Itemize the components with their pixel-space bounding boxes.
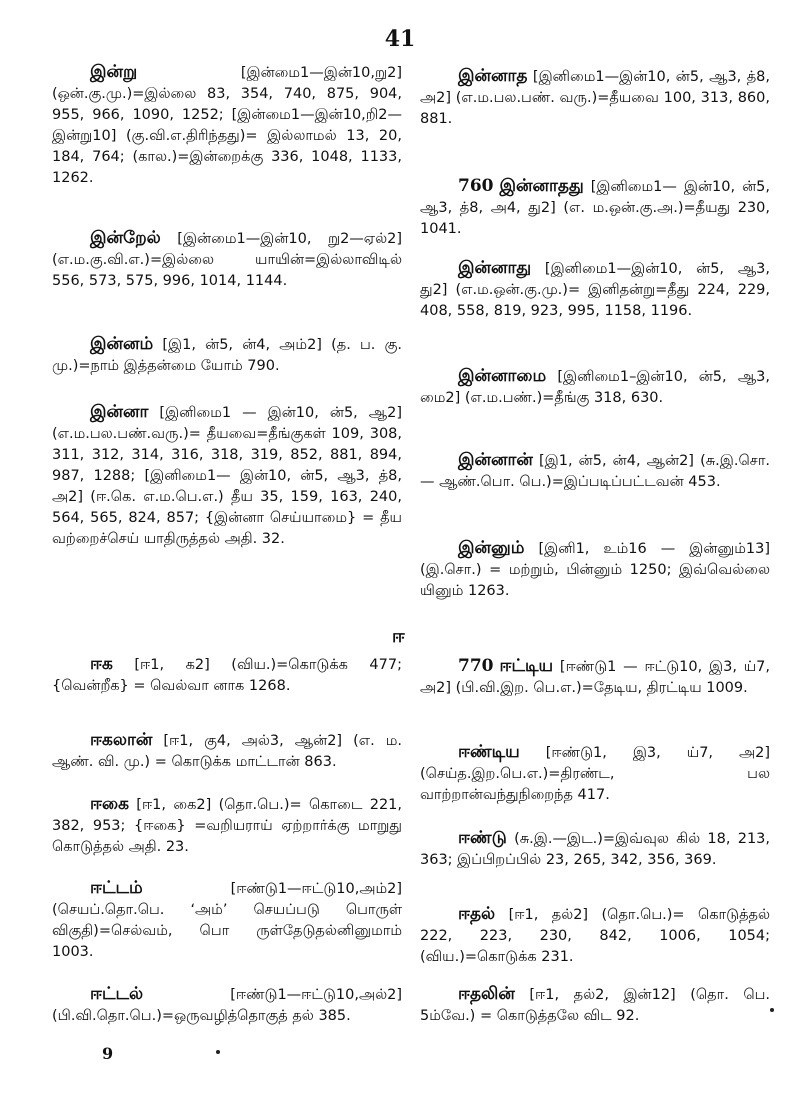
entry-definition: [ஈ1, கை2] (தொ.பெ.)= கொடை 221, 382, 953; {ஈகை} =வறியராய் ஏற்றார்க்கு மாறுது கொடுத்தல் அதி. 23. [52,797,402,855]
entry-definition: [ஈண்டு1—ஈட்டு10,அல்2] (பி.வி.தொ.பெ.)=ஒருவழித்தொகுத் தல் 385. [52,987,402,1024]
dictionary-entry [52,334,402,377]
dictionary-entry [52,228,402,292]
dictionary-entry [52,794,402,858]
entry-number: 760 [458,176,494,196]
dictionary-entry [420,742,770,806]
footer-number: 9 [102,1044,114,1063]
entry-headword: ஈகலான் [90,730,153,750]
dictionary-entry [52,984,402,1027]
page-number: 41 [384,26,416,52]
entry-headword: இன்னாதது [499,176,584,196]
entry-headword: இன்னா [90,402,149,422]
dictionary-entry [420,366,770,409]
entry-headword: ஈண்டு [458,828,507,848]
entry-definition: [இனிமை1–இன்10, ன்5, ஆ3, மை2] (எ.ம.பண்.)=தீங்கு 318, 630. [420,369,771,406]
entry-headword: இன்றேல் [90,228,161,248]
dictionary-entry [52,402,402,550]
entry-definition: [இனி1, உம்16 — இன்னும்13] (இ.சொ.) = மற்றும், பின்னும் 1250; இவ்வெல்லை யினும் 1263. [420,541,771,599]
entry-definition: [இ1, ன்5, ன்4, அம்2] (த. ப. கு. மு.)=நாம் இத்தன்மை யோம் 790. [52,337,403,374]
dictionary-entry [52,654,402,697]
entry-definition: [இ1, ன்5, ன்4, ஆன்2] (சு.இ.சொ. — ஆண்.பொ. பெ.)=இப்படிப்பட்டவன் 453. [420,453,770,490]
dictionary-entry [52,878,402,963]
entry-definition: [இன்மை1—இன்10, று2—ஏல்2] (எ.ம.கு.வி.எ.)=இல்லை யாயின்=இல்லாவிடில் 556, 573, 575, 996, 1014, 1144. [52,231,402,289]
entry-definition: [ஈண்டு1—ஈட்டு10,அம்2] (செயப்.தொ.பெ. ‘அம்’ செயப்படு பொருள் விகுதி)=செல்வம், பொ ருள்தேடுதல்னினுமாம் 1003. [52,881,402,960]
dictionary-entry [420,176,770,240]
entry-headword: ஈண்டிய [458,742,520,762]
entry-definition: [இன்மை1—இன்10,று2] (ஒன்.கு.மு.)=இல்லை 83, 354, 740, 875, 904, 955, 966, 1090, 1252; [இன்மை1—இன்10,றி2—இன்று10] (கு.வி.எ.திரிந்தது)= இல்லாமல் 13, 20, 184, 764; (கால.)=இன்றைக்கு 336, 1048, 1133, 1262. [52,65,402,186]
dictionary-entry [420,66,770,130]
dictionary-entry [420,904,770,968]
entry-definition: [ஈ1, தல்2] (தொ.பெ.)= கொடுத்தல் 222, 223, 230, 842, 1006, 1054; (விய.)=கொடுக்க 231. [420,907,770,965]
dictionary-entry [420,984,770,1027]
print-dot [216,1050,220,1054]
dictionary-entry [420,450,770,493]
entry-headword: ஈட்டிய [499,656,554,676]
entry-number: 770 [458,656,494,676]
entry-definition: (சு.இ.—இட.)=இவ்வுல கில் 18, 213, 363; இப்பிறப்பில் 23, 265, 342, 356, 369. [420,831,770,868]
entry-definition: [ஈண்டு1 — ஈட்டு10, இ3, ய்7, அ2] (பி.வி.இற. பெ.எ.)=தேடிய, திரட்டிய 1009. [420,659,770,696]
entry-headword: ஈதலின் [458,984,515,1004]
entry-headword: ஈட்டல் [90,984,144,1004]
entry-definition: [இனிமை1—இன்10, ன்5, ஆ3, து2] (எ.ம.ஒன்.கு.மு.)= இனிதன்று=தீது 224, 229, 408, 558, 819, 923, 995, 1158, 1196. [420,261,770,319]
entry-headword: இன்று [90,62,138,82]
entry-definition: [இனிமை1— இன்10, ன்5, ஆ3, த்8, அ4, து2] (எ. ம.ஒன்.கு.அ.)=தீயது 230, 1041. [420,179,770,237]
dictionary-entry [420,538,770,602]
entry-definition: [இனிமை1—இன்10, ன்5, ஆ3, த்8, அ2] (எ.ம.பல.பண். வரு.)=தீயவை 100, 313, 860, 881. [420,69,770,127]
entry-headword: ஈகை [90,794,129,814]
entry-headword: ஈக [90,654,113,674]
entry-headword: இன்னான் [458,450,533,470]
entry-headword: இன்னாமை [458,366,547,386]
dictionary-entry [420,258,770,322]
entry-headword: இன்னாத [458,66,528,86]
entry-headword: இன்னும் [458,538,525,558]
print-dot [770,1008,774,1012]
entry-headword: இன்னாது [458,258,532,278]
dictionary-entry [52,62,402,189]
entry-headword: இன்னம் [90,334,154,354]
entry-definition: [ஈ1, க2] (விய.)=கொடுக்க 477; {வென்றீக} = வெல்வா னாக 1268. [52,657,402,694]
entry-definition: [ஈ1, தல்2, இன்12] (தொ. பெ. 5ம்வே.) = கொடுத்தலே விட 92. [420,987,770,1024]
entry-definition: [இனிமை1 — இன்10, ன்5, ஆ2] (எ.ம.பல.பண்.வரு.)= தீயவை=தீங்குகள் 109, 308, 311, 312, 314, 316, 318, 319, 852, 881, 894, 987, 1288; [இனிமை1— இன்10, ன்5, ஆ3, த்8, அ2] (ஈ.கெ. எ.ம.பெ.எ.) தீய 35, 159, 163, 240, 564, 565, 824, 857; {இன்னா செய்யாமை} = தீய வற்றைச்செய் யாதிருத்தல் அதி. 32. [52,405,403,547]
dictionary-entry [420,828,770,871]
entry-definition: [ஈ1, கு4, அல்3, ஆன்2] (எ. ம. ஆண். வி. மு.) = கொடுக்க மாட்டான் 863. [52,733,402,770]
entry-definition: [ஈண்டு1, இ3, ய்7, அ2] (செய்த.இற.பெ.எ.)=திரண்ட, பல வாற்றான்வந்துநிறைந்த 417. [420,745,771,803]
entry-headword: ஈட்டம் [90,878,143,898]
dictionary-entry [52,730,402,773]
dictionary-entry [420,656,770,699]
entry-headword: ஈதல் [458,904,496,924]
section-mark: ஈ [392,626,405,647]
